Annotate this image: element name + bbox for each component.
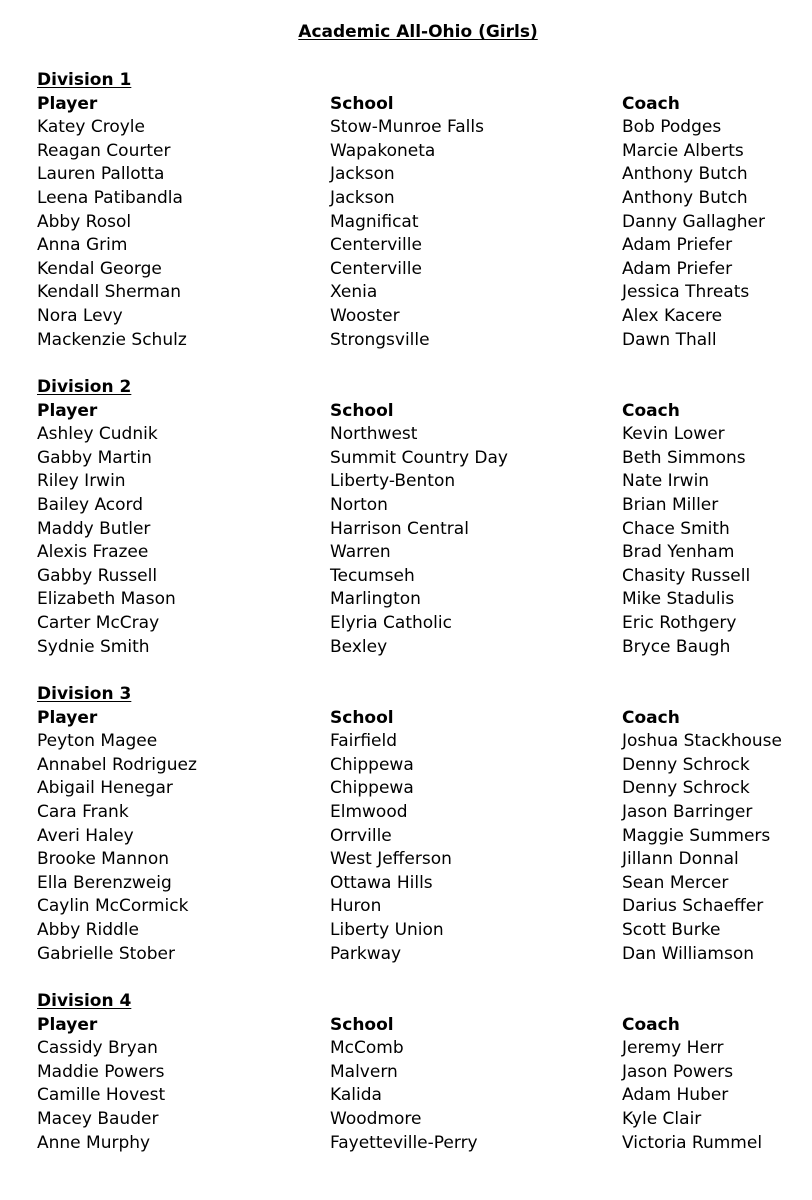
coach-name: Jason Powers [622,1061,734,1082]
player-name: Annabel Rodriguez [37,754,197,775]
player-name: Abby Rosol [37,211,132,232]
table-row [37,801,797,825]
table-row [37,1037,797,1061]
division-heading: Division 2 [37,377,132,397]
division-1-section [37,69,797,352]
coach-name: Kyle Clair [622,1108,702,1129]
school-column-header: School [330,400,394,421]
player-name: Cara Frank [37,801,129,822]
player-name: Ella Berenzweig [37,872,172,893]
coach-name: Eric Rothgery [622,612,737,633]
table-row [37,494,797,518]
coach-column-header: Coach [622,707,680,728]
table-row [37,423,797,447]
table-row [37,754,797,778]
school-name: Elyria Catholic [330,612,452,633]
coach-name: Mike Stadulis [622,589,735,610]
table-row [37,211,797,235]
school-name: Liberty-Benton [330,471,456,492]
player-name: Katey Croyle [37,117,145,138]
player-name: Caylin McCormick [37,896,189,917]
table-row [37,777,797,801]
school-name: Fairfield [330,731,398,752]
table-row [37,825,797,849]
table-row [37,116,797,140]
player-column-header: Player [37,707,98,728]
table-row [37,447,797,471]
table-row [37,848,797,872]
player-name: Anne Murphy [37,1132,151,1153]
table-row [37,612,797,636]
school-name: Xenia [330,282,378,303]
table-header-row [37,93,797,117]
table-row [37,588,797,612]
school-name: Summit Country Day [330,447,508,468]
school-name: Chippewa [330,754,414,775]
school-column-header: School [330,1014,394,1035]
school-name: Elmwood [330,801,408,822]
coach-name: Chasity Russell [622,565,751,586]
player-name: Cassidy Bryan [37,1038,158,1059]
school-name: McComb [330,1038,404,1059]
school-name: Fayetteville-Perry [330,1132,478,1153]
player-name: Abigail Henegar [37,778,173,799]
school-name: Liberty Union [330,919,444,940]
school-name: Centerville [330,258,422,279]
coach-column-header: Coach [622,93,680,114]
school-name: West Jefferson [330,849,452,870]
school-name: Chippewa [330,778,414,799]
coach-name: Denny Schrock [622,754,750,775]
table-header-row [37,707,797,731]
player-column-header: Player [37,93,98,114]
school-name: Stow-Munroe Falls [330,117,484,138]
table-row [37,1061,797,1085]
division-heading: Division 1 [37,70,132,90]
school-name: Jackson [330,187,395,208]
player-name: Lauren Pallotta [37,164,165,185]
school-name: Warren [330,542,391,563]
coach-name: Brian Miller [622,494,719,515]
player-name: Sydnie Smith [37,636,150,657]
coach-name: Bob Podges [622,117,722,138]
school-name: Orrville [330,825,392,846]
player-name: Alexis Frazee [37,542,149,563]
table-row [37,872,797,896]
school-name: Wapakoneta [330,140,436,161]
coach-name: Dan Williamson [622,943,755,964]
school-name: Bexley [330,636,388,657]
player-name: Camille Hovest [37,1085,166,1106]
school-name: Centerville [330,235,422,256]
table-row [37,187,797,211]
table-row [37,1108,797,1132]
coach-name: Kevin Lower [622,424,725,445]
table-row [37,281,797,305]
coach-name: Brad Yenham [622,542,735,563]
coach-name: Nate Irwin [622,471,710,492]
player-name: Nora Levy [37,305,123,326]
coach-column-header: Coach [622,1014,680,1035]
table-row [37,943,797,967]
school-column-header: School [330,707,394,728]
school-name: Kalida [330,1085,382,1106]
table-row [37,730,797,754]
coach-name: Dawn Thall [622,329,717,350]
division-2-section [37,376,797,659]
player-name: Abby Riddle [37,919,139,940]
player-name: Brooke Mannon [37,849,169,870]
coach-name: Anthony Butch [622,187,748,208]
table-row [37,305,797,329]
coach-name: Jillann Donnal [622,849,739,870]
division-3-section [37,683,797,966]
school-name: Harrison Central [330,518,469,539]
coach-name: Adam Priefer [622,258,733,279]
player-column-header: Player [37,400,98,421]
table-row [37,258,797,282]
coach-name: Anthony Butch [622,164,748,185]
school-name: Magnificat [330,211,419,232]
coach-name: Jason Barringer [622,801,753,822]
table-row [37,234,797,258]
player-name: Gabby Russell [37,565,158,586]
document-title: Academic All-Ohio (Girls) [298,22,538,42]
school-name: Strongsville [330,329,430,350]
coach-name: Darius Schaeffer [622,896,764,917]
coach-name: Jessica Threats [622,282,750,303]
table-row [37,565,797,589]
school-name: Ottawa Hills [330,872,433,893]
player-name: Maddie Powers [37,1061,165,1082]
player-name: Ashley Cudnik [37,424,158,445]
table-row [37,140,797,164]
table-header-row [37,400,797,424]
coach-name: Adam Priefer [622,235,733,256]
coach-name: Marcie Alberts [622,140,744,161]
coach-name: Maggie Summers [622,825,771,846]
division-heading: Division 3 [37,684,132,704]
school-name: Huron [330,896,382,917]
table-row [37,1084,797,1108]
school-name: Northwest [330,424,418,445]
player-name: Gabby Martin [37,447,152,468]
table-row [37,541,797,565]
coach-name: Denny Schrock [622,778,750,799]
player-name: Peyton Magee [37,731,158,752]
school-name: Woodmore [330,1108,422,1129]
division-4-section [37,990,797,1155]
player-column-header: Player [37,1014,98,1035]
coach-name: Adam Huber [622,1085,729,1106]
division-heading: Division 4 [37,991,132,1011]
table-row [37,895,797,919]
player-name: Macey Bauder [37,1108,159,1129]
coach-name: Alex Kacere [622,305,723,326]
table-header-row [37,1014,797,1038]
coach-name: Beth Simmons [622,447,746,468]
player-name: Elizabeth Mason [37,589,176,610]
player-name: Reagan Courter [37,140,171,161]
coach-name: Danny Gallagher [622,211,765,232]
coach-name: Victoria Rummel [622,1132,763,1153]
table-row [37,636,797,660]
coach-name: Bryce Baugh [622,636,731,657]
school-name: Malvern [330,1061,398,1082]
player-name: Leena Patibandla [37,187,183,208]
player-name: Kendal George [37,258,162,279]
coach-name: Sean Mercer [622,872,729,893]
table-row [37,518,797,542]
table-row [37,470,797,494]
player-name: Averi Haley [37,825,134,846]
school-name: Jackson [330,164,395,185]
table-row [37,329,797,353]
coach-name: Jeremy Herr [622,1038,724,1059]
player-name: Maddy Butler [37,518,151,539]
school-name: Parkway [330,943,402,964]
player-name: Kendall Sherman [37,282,182,303]
player-name: Carter McCray [37,612,160,633]
coach-name: Chace Smith [622,518,730,539]
school-name: Norton [330,494,388,515]
table-row [37,163,797,187]
school-name: Tecumseh [330,565,415,586]
player-name: Gabrielle Stober [37,943,175,964]
coach-column-header: Coach [622,400,680,421]
coach-name: Joshua Stackhouse [622,731,782,752]
school-name: Wooster [330,305,400,326]
player-name: Anna Grim [37,235,128,256]
coach-name: Scott Burke [622,919,721,940]
player-name: Bailey Acord [37,494,144,515]
table-row [37,1132,797,1156]
school-column-header: School [330,93,394,114]
school-name: Marlington [330,589,421,610]
player-name: Riley Irwin [37,471,126,492]
player-name: Mackenzie Schulz [37,329,187,350]
table-row [37,919,797,943]
